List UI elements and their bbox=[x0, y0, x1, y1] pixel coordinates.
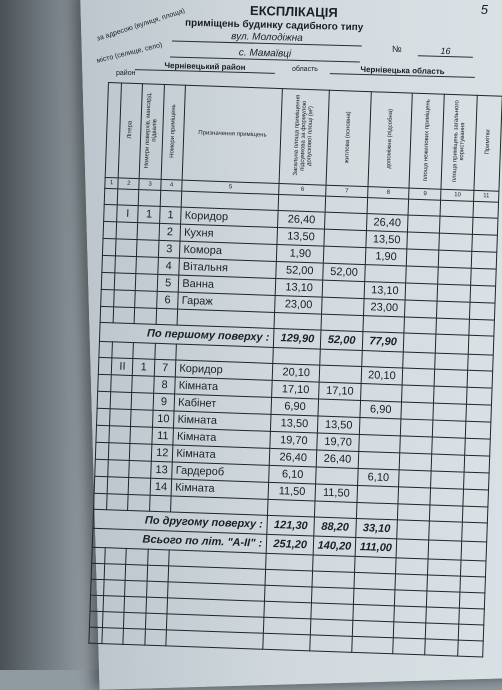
col-num: 5 bbox=[182, 180, 279, 194]
col-header-notes: Примітки bbox=[484, 129, 492, 155]
doc-subtitle: приміщень будинку садибного типу bbox=[184, 17, 364, 34]
col-num: 11 bbox=[474, 190, 499, 202]
room-no: 10 bbox=[152, 410, 174, 428]
explication-table bbox=[88, 82, 502, 657]
doc-title: ЕКСПЛІКАЦІЯ bbox=[249, 2, 338, 21]
room-no: 13 bbox=[151, 461, 173, 479]
room-total: 11,50 bbox=[268, 482, 316, 501]
district-label: район bbox=[116, 70, 136, 77]
floor-cell: 1 bbox=[133, 359, 155, 377]
room-aux: 13,10 bbox=[364, 282, 406, 300]
room-total: 13,50 bbox=[271, 414, 319, 433]
room-total: 52,00 bbox=[276, 261, 324, 280]
room-no: 8 bbox=[154, 376, 176, 394]
room-living bbox=[316, 467, 358, 485]
room-living bbox=[324, 229, 366, 247]
floor1-sum-total: 129,90 bbox=[274, 328, 322, 349]
number-label: № bbox=[392, 44, 402, 54]
room-total: 26,40 bbox=[269, 448, 317, 467]
street-value: вул. Молодіжна bbox=[172, 30, 362, 47]
room-no: 9 bbox=[153, 393, 175, 411]
room-no: 3 bbox=[158, 240, 180, 258]
room-living: 19,70 bbox=[317, 433, 359, 451]
col-num: 2 bbox=[118, 178, 139, 190]
room-aux: 26,40 bbox=[366, 214, 408, 232]
room-living bbox=[319, 365, 361, 383]
region-label: область bbox=[292, 66, 318, 73]
room-total: 1,90 bbox=[277, 245, 325, 264]
room-aux: 23,00 bbox=[363, 299, 405, 317]
col-header-nonresidential: площа нежилових приміщень bbox=[422, 98, 432, 182]
region-value: Чернівецька область bbox=[330, 64, 475, 78]
room-living: 11,50 bbox=[315, 484, 357, 502]
room-no: 14 bbox=[150, 478, 172, 496]
col-num: 10 bbox=[441, 189, 474, 201]
floor1-sum-label: По першому поверху : bbox=[99, 322, 274, 347]
room-aux bbox=[364, 265, 406, 283]
room-name: Кімната bbox=[175, 377, 272, 397]
room-name: Кухня bbox=[180, 224, 277, 244]
room-name: Кімната bbox=[173, 445, 270, 465]
page-number: 5 bbox=[480, 2, 488, 17]
col-num: 6 bbox=[279, 184, 326, 197]
grand-total-aux: 111,00 bbox=[355, 537, 397, 557]
table-header-row bbox=[105, 83, 502, 192]
room-total: 6,90 bbox=[271, 397, 319, 416]
col-num: 1 bbox=[105, 177, 119, 188]
floor1-sum-living: 52,00 bbox=[321, 330, 363, 350]
room-no: 7 bbox=[154, 359, 176, 377]
floor2-sum-aux: 33,10 bbox=[356, 518, 398, 538]
room-no: 1 bbox=[159, 206, 181, 224]
room-aux: 6,90 bbox=[360, 401, 402, 419]
floor1-sum-aux: 77,90 bbox=[362, 332, 404, 352]
room-living bbox=[322, 297, 364, 315]
number-value: 16 bbox=[418, 45, 473, 57]
room-aux bbox=[357, 485, 399, 503]
room-total: 13,50 bbox=[277, 228, 325, 247]
address-label: за адресою (вулиця, площа) bbox=[96, 7, 186, 43]
room-no: 5 bbox=[157, 274, 179, 292]
room-aux: 13,50 bbox=[366, 231, 408, 249]
room-living: 26,40 bbox=[316, 450, 358, 468]
room-name: Кімната bbox=[171, 479, 268, 499]
room-total: 19,70 bbox=[270, 431, 318, 450]
room-aux: 6,10 bbox=[357, 468, 399, 486]
grand-total-label: Всього по літ. "А-ІІ" : bbox=[92, 528, 267, 553]
room-living: 13,50 bbox=[318, 416, 360, 434]
room-aux: 20,10 bbox=[361, 367, 403, 385]
room-name: Вітальня bbox=[179, 258, 276, 278]
room-no: 4 bbox=[158, 257, 180, 275]
room-name: Коридор bbox=[181, 207, 278, 227]
village-value: с. Мамаївці bbox=[170, 46, 360, 63]
col-num: 7 bbox=[326, 185, 368, 197]
letter-cell: ІІ bbox=[112, 358, 134, 376]
col-num: 9 bbox=[409, 188, 442, 200]
room-total: 17,10 bbox=[272, 380, 320, 399]
col-header-floor: Номери поверхів, мансард, підвалів bbox=[144, 92, 159, 169]
room-total: 20,10 bbox=[272, 363, 320, 382]
grand-total-total: 251,20 bbox=[266, 534, 314, 555]
room-no: 12 bbox=[151, 444, 173, 462]
room-name: Кабінет bbox=[174, 394, 271, 414]
letter-cell: І bbox=[117, 205, 139, 223]
col-num: 8 bbox=[367, 187, 409, 199]
room-total: 23,00 bbox=[275, 295, 323, 314]
room-name: Коридор bbox=[176, 360, 273, 380]
room-living bbox=[322, 280, 364, 298]
room-name: Кімната bbox=[174, 411, 271, 431]
col-header-total-area: Загальна площа приміщення підсумкова за формулою допускової площі (м²) bbox=[293, 95, 315, 177]
room-total: 26,40 bbox=[278, 211, 326, 230]
room-no: 11 bbox=[152, 427, 174, 445]
settlement-label: місто (селище, село) bbox=[96, 41, 164, 65]
room-living bbox=[325, 212, 367, 230]
room-name: Кімната bbox=[173, 428, 270, 448]
room-total: 6,10 bbox=[269, 465, 317, 484]
room-name: Комора bbox=[180, 241, 277, 261]
room-name: Гараж bbox=[178, 292, 275, 312]
floor-cell: 1 bbox=[138, 206, 160, 224]
col-header-room-no: Номери приміщень bbox=[169, 104, 178, 159]
floor2-sum-label: По другому поверху : bbox=[93, 509, 268, 534]
grand-total-living: 140,20 bbox=[313, 536, 355, 556]
room-living bbox=[324, 246, 366, 264]
room-living bbox=[318, 399, 360, 417]
room-aux bbox=[359, 434, 401, 452]
room-aux bbox=[360, 384, 402, 402]
room-no: 2 bbox=[159, 223, 181, 241]
room-living: 52,00 bbox=[323, 263, 365, 281]
floor2-sum-total: 121,30 bbox=[267, 515, 315, 536]
col-header-purpose: Призначення приміщень bbox=[198, 130, 267, 139]
district-value: Чернівецький район bbox=[135, 60, 275, 74]
col-header-letter: Літера bbox=[127, 120, 134, 139]
col-num: 4 bbox=[161, 179, 183, 191]
room-living: 17,10 bbox=[319, 382, 361, 400]
col-header-common: площа приміщень загального користування bbox=[451, 100, 467, 183]
room-total: 13,10 bbox=[275, 278, 323, 297]
col-header-aux: допоміжна (підсобна) bbox=[385, 108, 394, 169]
col-num: 3 bbox=[139, 179, 161, 191]
room-aux: 1,90 bbox=[365, 248, 407, 266]
room-aux bbox=[359, 417, 401, 435]
room-name: Ванна bbox=[179, 275, 276, 295]
col-header-living: житлова (основна) bbox=[344, 111, 353, 164]
floor2-sum-living: 88,20 bbox=[314, 517, 356, 537]
room-aux bbox=[358, 451, 400, 469]
room-no: 6 bbox=[157, 291, 179, 309]
room-name: Гардероб bbox=[172, 462, 269, 482]
